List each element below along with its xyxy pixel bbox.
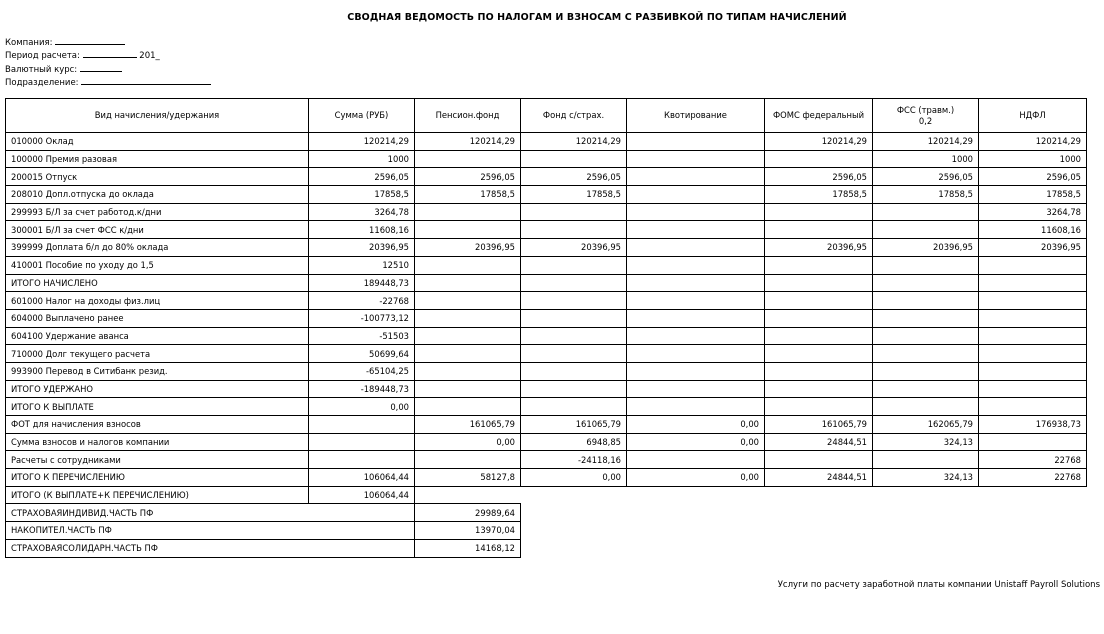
row-label: ИТОГО НАЧИСЛЕНО [6, 274, 309, 292]
table-row [6, 327, 1087, 345]
cell-value: 11608,16 [309, 221, 415, 239]
cell-value [979, 274, 1087, 292]
cell-value: 22768 [979, 469, 1087, 487]
cell-value [979, 362, 1087, 380]
cell-value [979, 345, 1087, 363]
cell-value [627, 274, 765, 292]
cell-value [521, 309, 627, 327]
table-row [6, 150, 1087, 168]
table-row [6, 133, 1087, 151]
cell-value: -65104,25 [309, 362, 415, 380]
pf-value: 13970,04 [415, 522, 521, 540]
cell-value: 0,00 [627, 433, 765, 451]
cell-value [627, 380, 765, 398]
rate-line [5, 63, 211, 76]
cell-value [979, 292, 1087, 310]
cell-value: 17858,5 [979, 186, 1087, 204]
empty-space [415, 486, 521, 504]
cell-value: -22768 [309, 292, 415, 310]
cell-value: 1000 [873, 150, 979, 168]
cell-value [309, 451, 415, 469]
cell-value [415, 380, 521, 398]
cell-value [765, 451, 873, 469]
cell-value [979, 380, 1087, 398]
row-label: ИТОГО К ПЕРЕЧИСЛЕНИЮ [6, 469, 309, 487]
cell-value [415, 274, 521, 292]
cell-value: 20396,95 [415, 239, 521, 257]
cell-value: 1000 [979, 150, 1087, 168]
summary-table [5, 98, 1087, 558]
cell-value [873, 327, 979, 345]
column-header: НДФЛ [979, 99, 1087, 133]
cell-value [627, 292, 765, 310]
column-header: ФОМС федеральный [765, 99, 873, 133]
cell-value: 2596,05 [415, 168, 521, 186]
cell-value [873, 203, 979, 221]
row-label: 601000 Налог на доходы физ.лиц [6, 292, 309, 310]
table-row [6, 239, 1087, 257]
cell-value [415, 203, 521, 221]
cell-value [521, 256, 627, 274]
table-row [6, 433, 1087, 451]
cell-value [521, 362, 627, 380]
cell-value [765, 221, 873, 239]
cell-value: 120214,29 [765, 133, 873, 151]
empty-space [979, 504, 1087, 522]
pf-row [6, 539, 1087, 557]
cell-value: 17858,5 [309, 186, 415, 204]
empty-space [627, 522, 765, 540]
cell-value: 3264,78 [309, 203, 415, 221]
table-row [6, 486, 1087, 504]
cell-value: 17858,5 [873, 186, 979, 204]
cell-value: 0,00 [627, 416, 765, 434]
cell-value [415, 345, 521, 363]
cell-value: 17858,5 [765, 186, 873, 204]
cell-value [415, 256, 521, 274]
cell-value [979, 256, 1087, 274]
cell-value [415, 451, 521, 469]
cell-value: 2596,05 [309, 168, 415, 186]
empty-space [873, 522, 979, 540]
table-row [6, 362, 1087, 380]
table-row [6, 380, 1087, 398]
row-label: Расчеты с сотрудниками [6, 451, 309, 469]
cell-value: 106064,44 [309, 486, 415, 504]
row-label: 100000 Премия разовая [6, 150, 309, 168]
cell-value: 1000 [309, 150, 415, 168]
cell-value: 120214,29 [521, 133, 627, 151]
cell-value [521, 345, 627, 363]
cell-value: 189448,73 [309, 274, 415, 292]
cell-value [873, 398, 979, 416]
empty-space [979, 486, 1087, 504]
pf-label: СТРАХОВАЯИНДИВИД.ЧАСТЬ ПФ [6, 504, 415, 522]
cell-value [309, 416, 415, 434]
cell-value: -189448,73 [309, 380, 415, 398]
cell-value [521, 292, 627, 310]
cell-value [873, 362, 979, 380]
cell-value: -24118,16 [521, 451, 627, 469]
cell-value: 161065,79 [765, 416, 873, 434]
cell-value [627, 327, 765, 345]
column-header: Сумма (РУБ) [309, 99, 415, 133]
cell-value [415, 221, 521, 239]
cell-value [765, 398, 873, 416]
table-row [6, 256, 1087, 274]
division-label: Подразделение: [5, 77, 79, 88]
row-label: 410001 Пособие по уходу до 1,5 [6, 256, 309, 274]
cell-value [765, 150, 873, 168]
pf-label: НАКОПИТЕЛ.ЧАСТЬ ПФ [6, 522, 415, 540]
cell-value [627, 221, 765, 239]
cell-value: 2596,05 [873, 168, 979, 186]
cell-value [415, 327, 521, 345]
table-row [6, 309, 1087, 327]
cell-value: -51503 [309, 327, 415, 345]
cell-value [627, 451, 765, 469]
cell-value: 2596,05 [521, 168, 627, 186]
row-label: Сумма взносов и налогов компании [6, 433, 309, 451]
cell-value [521, 274, 627, 292]
cell-value [521, 203, 627, 221]
table-row [6, 451, 1087, 469]
cell-value [873, 451, 979, 469]
cell-value [765, 203, 873, 221]
report-title: СВОДНАЯ ВЕДОМОСТЬ ПО НАЛОГАМ И ВЗНОСАМ С РАЗБИВКОЙ ПО ТИПАМ НАЧИСЛЕНИЙ [347, 12, 847, 23]
pf-value: 29989,64 [415, 504, 521, 522]
pf-row [6, 522, 1087, 540]
empty-space [765, 522, 873, 540]
cell-value: 3264,78 [979, 203, 1087, 221]
pf-value: 14168,12 [415, 539, 521, 557]
cell-value [765, 309, 873, 327]
cell-value: 22768 [979, 451, 1087, 469]
cell-value [765, 380, 873, 398]
cell-value: 24844,51 [765, 433, 873, 451]
column-header: Вид начисления/удержания [6, 99, 309, 133]
period-line [5, 49, 211, 62]
empty-space [979, 522, 1087, 540]
footer-note: Услуги по расчету заработной платы компании Unistaff Payroll Solutions [777, 580, 1100, 590]
row-label: 399999 Доплата б/л до 80% оклада [6, 239, 309, 257]
period-label: Период расчета: [5, 51, 80, 62]
cell-value [979, 309, 1087, 327]
cell-value [765, 327, 873, 345]
cell-value [979, 327, 1087, 345]
empty-space [521, 539, 627, 557]
cell-value [309, 433, 415, 451]
row-label: ФОТ для начисления взносов [6, 416, 309, 434]
empty-space [765, 539, 873, 557]
cell-value [627, 186, 765, 204]
cell-value [521, 398, 627, 416]
cell-value: 2596,05 [765, 168, 873, 186]
cell-value: 17858,5 [415, 186, 521, 204]
empty-space [765, 504, 873, 522]
row-label: 993900 Перевод в Ситибанк резид. [6, 362, 309, 380]
cell-value [873, 221, 979, 239]
row-label: 710000 Долг текущего расчета [6, 345, 309, 363]
cell-value [979, 433, 1087, 451]
table-row [6, 469, 1087, 487]
cell-value: 0,00 [521, 469, 627, 487]
row-label: 300001 Б/Л за счет ФСС к/дни [6, 221, 309, 239]
cell-value [873, 274, 979, 292]
cell-value [765, 362, 873, 380]
empty-space [627, 539, 765, 557]
cell-value: 161065,79 [415, 416, 521, 434]
cell-value: 24844,51 [765, 469, 873, 487]
cell-value [873, 256, 979, 274]
row-label: ИТОГО (К ВЫПЛАТЕ+К ПЕРЕЧИСЛЕНИЮ) [6, 486, 309, 504]
company-blank [55, 36, 125, 45]
cell-value [765, 345, 873, 363]
table-row [6, 292, 1087, 310]
cell-value [873, 309, 979, 327]
cell-value: 324,13 [873, 433, 979, 451]
row-label: ИТОГО УДЕРЖАНО [6, 380, 309, 398]
cell-value [765, 292, 873, 310]
cell-value: 50699,64 [309, 345, 415, 363]
cell-value: 0,00 [309, 398, 415, 416]
company-label: Компания: [5, 38, 53, 48]
cell-value: 20396,95 [521, 239, 627, 257]
row-label: 208010 Допл.отпуска до оклада [6, 186, 309, 204]
rate-blank [80, 63, 122, 72]
cell-value [521, 327, 627, 345]
period-year: 201_ [139, 51, 160, 62]
cell-value: 0,00 [415, 433, 521, 451]
cell-value: 2596,05 [979, 168, 1087, 186]
row-label: 200015 Отпуск [6, 168, 309, 186]
cell-value [765, 274, 873, 292]
table-row [6, 221, 1087, 239]
cell-value [627, 133, 765, 151]
column-header: ФСС (травм.) 0,2 [873, 99, 979, 133]
column-header: Квотирование [627, 99, 765, 133]
cell-value: 58127,8 [415, 469, 521, 487]
cell-value [521, 221, 627, 239]
column-header: Пенсион.фонд [415, 99, 521, 133]
empty-space [873, 539, 979, 557]
company-line [5, 36, 211, 49]
table-row [6, 398, 1087, 416]
period-blank [83, 49, 137, 58]
empty-space [873, 486, 979, 504]
cell-value: 106064,44 [309, 469, 415, 487]
cell-value: 17858,5 [521, 186, 627, 204]
empty-space [521, 504, 627, 522]
cell-value [627, 256, 765, 274]
cell-value [415, 398, 521, 416]
rate-label: Валютный курс: [5, 64, 78, 75]
cell-value: 11608,16 [979, 221, 1087, 239]
cell-value [627, 309, 765, 327]
report-meta [5, 36, 211, 89]
cell-value [765, 256, 873, 274]
pf-row [6, 504, 1087, 522]
cell-value [627, 345, 765, 363]
cell-value: 0,00 [627, 469, 765, 487]
cell-value: 324,13 [873, 469, 979, 487]
cell-value: 176938,73 [979, 416, 1087, 434]
cell-value [415, 362, 521, 380]
cell-value [627, 150, 765, 168]
cell-value [627, 239, 765, 257]
cell-value: 20396,95 [765, 239, 873, 257]
cell-value: -100773,12 [309, 309, 415, 327]
table-row [6, 186, 1087, 204]
table-row [6, 168, 1087, 186]
table-row [6, 345, 1087, 363]
empty-space [765, 486, 873, 504]
cell-value: 120214,29 [979, 133, 1087, 151]
cell-value [873, 292, 979, 310]
cell-value [415, 150, 521, 168]
cell-value [873, 380, 979, 398]
cell-value [873, 345, 979, 363]
cell-value: 6948,85 [521, 433, 627, 451]
column-header: Фонд с/страх. [521, 99, 627, 133]
table-row [6, 274, 1087, 292]
cell-value: 120214,29 [873, 133, 979, 151]
cell-value: 120214,29 [415, 133, 521, 151]
row-label: 010000 Оклад [6, 133, 309, 151]
cell-value: 20396,95 [309, 239, 415, 257]
pf-label: СТРАХОВАЯСОЛИДАРН.ЧАСТЬ ПФ [6, 539, 415, 557]
cell-value: 161065,79 [521, 416, 627, 434]
cell-value: 12510 [309, 256, 415, 274]
row-label: ИТОГО К ВЫПЛАТЕ [6, 398, 309, 416]
division-line [5, 76, 211, 89]
cell-value [979, 398, 1087, 416]
cell-value [627, 203, 765, 221]
empty-space [627, 486, 765, 504]
division-blank [81, 76, 211, 85]
empty-space [979, 539, 1087, 557]
cell-value [521, 150, 627, 168]
cell-value: 20396,95 [873, 239, 979, 257]
cell-value: 20396,95 [979, 239, 1087, 257]
cell-value [627, 168, 765, 186]
cell-value: 162065,79 [873, 416, 979, 434]
row-label: 299993 Б/Л за счет работод.к/дни [6, 203, 309, 221]
empty-space [521, 486, 627, 504]
table-row [6, 203, 1087, 221]
cell-value [627, 362, 765, 380]
cell-value [521, 380, 627, 398]
table-header-row [6, 99, 1087, 133]
empty-space [521, 522, 627, 540]
cell-value [415, 309, 521, 327]
row-label: 604000 Выплачено ранее [6, 309, 309, 327]
table-row [6, 416, 1087, 434]
cell-value [415, 292, 521, 310]
cell-value: 120214,29 [309, 133, 415, 151]
cell-value [627, 398, 765, 416]
empty-space [627, 504, 765, 522]
row-label: 604100 Удержание аванса [6, 327, 309, 345]
empty-space [873, 504, 979, 522]
